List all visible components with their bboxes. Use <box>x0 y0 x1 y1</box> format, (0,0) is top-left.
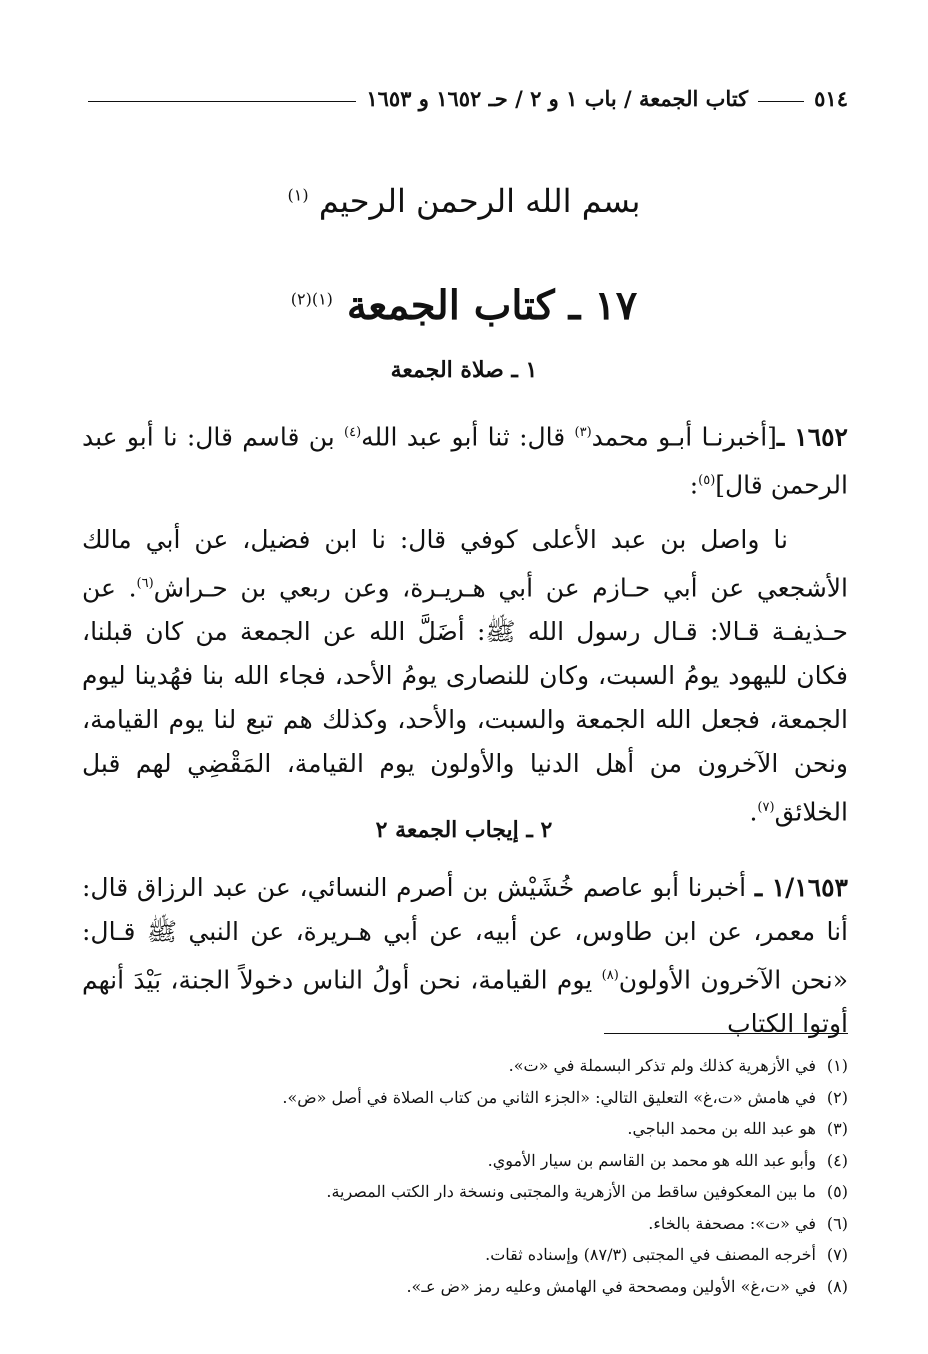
text-run: : <box>689 470 699 500</box>
footnote-text: أخرجه المصنف في المجتبى (٨٧/٣) وإسناده ثقات. <box>485 1245 816 1264</box>
text-run: . عن حـذيفـة قـالا: قـال رسول الله ﷺ: أضَلَّ الله عن الجمعة من كان قبلنا، فكان لليهود يومُ السبت، وكان للنصارى يومُ الأحد، فجاء الله بنا فهُدينا ليوم الجمعة، فجعل الله الجمعة والسبت، والأحد، وكذلك هم تبع لنا يوم القيامة، ونحن الآخرون من أهل الدنيا والأولون يوم القيامة، المَقْضِي لهم قبل الخلائق <box>82 573 848 827</box>
footnote-ref: (٥) <box>698 473 716 489</box>
footnote-separator <box>604 1033 848 1034</box>
footnote-ref: (٨) <box>601 968 619 983</box>
footnote-item <box>82 1271 848 1303</box>
footnote-item <box>82 1082 848 1114</box>
text-run: قال: ثنا أبو عبد الله <box>361 422 575 452</box>
footnote-item <box>82 1239 848 1271</box>
hadith-1653 <box>82 866 848 1046</box>
footnote-number: (٢) <box>826 1087 848 1107</box>
chapter-title-1: ١ ـ صلاة الجمعة <box>390 357 538 383</box>
footnote-text: في الأزهرية كذلك ولم تذكر البسملة في «ت». <box>508 1056 816 1075</box>
footnote-number: (٣) <box>826 1119 848 1138</box>
footnote-item <box>82 1208 848 1240</box>
footnote-number: (٧) <box>826 1245 848 1264</box>
footnote-text: في «ت،غ» الأولين ومصححة في الهامش وعليه رمز «ض عـ». <box>406 1276 816 1296</box>
footnote-text: ما بين المعكوفين ساقط من الأزهرية والمجتبى ونسخة دار الكتب المصرية. <box>326 1182 816 1201</box>
text-run: [أخبرنـا أبـو محمد <box>591 422 777 452</box>
running-title: كتاب الجمعة / باب ١ و ٢ / حـ ١٦٥٢ و ١٦٥٣ <box>366 85 749 111</box>
footnote-number: (٨) <box>826 1276 848 1296</box>
footnote-ref: (٦) <box>136 576 154 591</box>
footnote-item <box>82 1176 848 1208</box>
header-rule-short <box>758 101 804 102</box>
footnote-text: في «ت»: مصحفة بالخاء. <box>648 1213 816 1233</box>
hadith-1652-text <box>82 518 848 835</box>
text-run: نا واصل بن عبد الأعلى كوفي قال: نا ابن فضيل، عن أبي مالك الأشجعي عن أبي حـازم عن أبي هـريـرة، وعن ربعي بن حـراش <box>82 525 849 603</box>
footnote-text: في هامش «ت،غ» التعليق التالي: «الجزء الثاني من كتاب الصلاة في أصل «ض». <box>282 1087 816 1107</box>
footnote-number: (٥) <box>826 1182 848 1201</box>
footnote-ref: (٣) <box>574 425 592 440</box>
footnote-number: (٤) <box>826 1150 848 1170</box>
footnotes-list <box>82 1050 848 1302</box>
footnote-text: وأبو عبد الله هو محمد بن القاسم بن سيار الأموي. <box>487 1150 816 1170</box>
book-title-footnote-ref: (١)(٢) <box>290 289 333 309</box>
running-header <box>88 78 848 118</box>
hadith-number: ١٦٥٢ ـ <box>776 422 848 452</box>
footnote-item <box>82 1113 848 1145</box>
text-run: يوم القيامة، نحن أولُ الناس دخولاً الجنة، بَيْدَ أنهم أوتوا الكتاب <box>82 965 848 1039</box>
footnote-ref: (٤) <box>344 425 362 440</box>
book-title-text: ١٧ ـ كتاب الجمعة <box>346 282 638 329</box>
basmala-footnote-ref: (١) <box>287 185 309 205</box>
footnote-item <box>82 1145 848 1177</box>
footnote-number: (٦) <box>826 1213 848 1233</box>
footnote-number: (١) <box>826 1056 848 1075</box>
text-run: بن قاسم قال: نا أبو عبد الرحمن قال] <box>82 422 848 500</box>
header-rule <box>88 101 356 102</box>
text-run: أخبرنا أبو عاصم خُشَيْش بن أصرم النسائي، عن عبد الرزاق قال: أنا معمر، عن ابن طاوس، عن أبيه، عن أبي هـريرة، عن النبي ﷺ قـال: «نحن الآخرون الأولون <box>82 873 848 995</box>
hadith-1652-chain <box>82 411 848 508</box>
basmala <box>0 182 928 220</box>
page-number: ٥١٤ <box>814 85 848 111</box>
chapter-title-2: ٢ ـ إيجاب الجمعة ٢ <box>375 817 553 843</box>
footnote-ref: (٧) <box>757 800 775 816</box>
footnote-item <box>82 1050 848 1082</box>
book-title <box>0 282 928 329</box>
text-run: . <box>749 797 758 827</box>
footnote-text: هو عبد الله بن محمد الباجي. <box>627 1119 816 1138</box>
hadith-number: ١/١٦٥٣ ـ <box>754 873 848 902</box>
basmala-text: بسم الله الرحمن الرحيم <box>318 182 641 220</box>
